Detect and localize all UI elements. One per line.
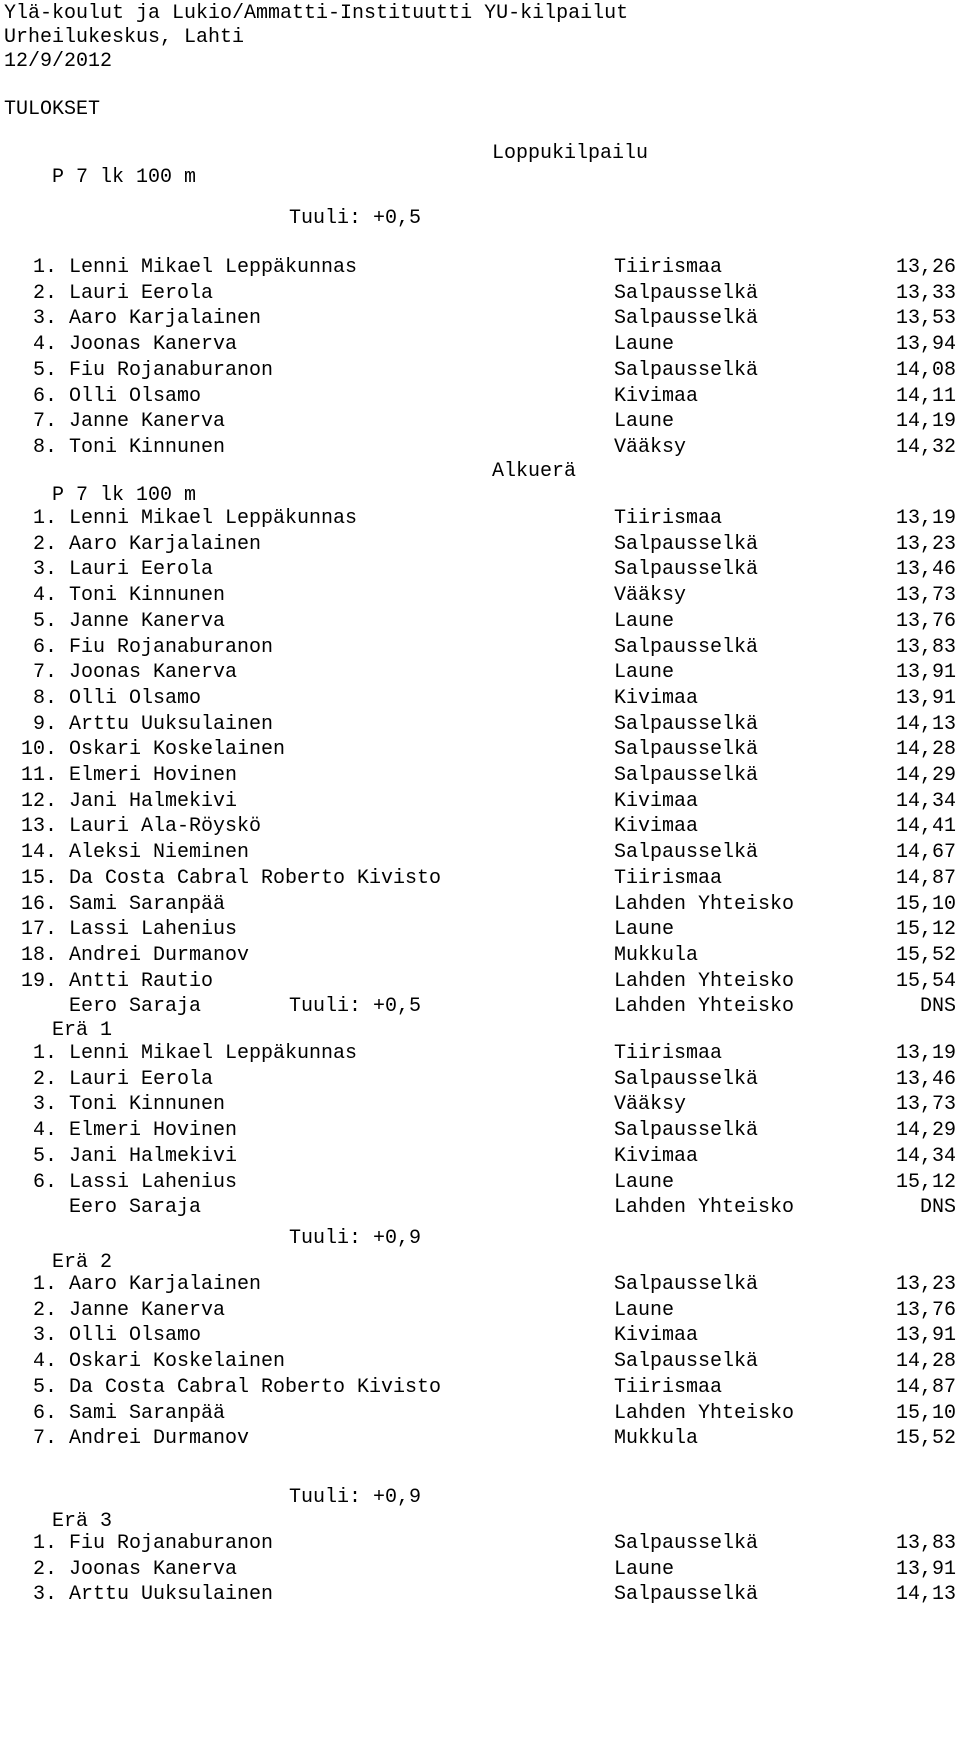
result-row — [0, 436, 960, 460]
result-time: 14,13 — [895, 712, 956, 736]
wind-reading: Tuuli: +0,5 — [289, 995, 422, 1018]
club-name: Laune — [614, 1557, 675, 1581]
placement: 9. — [32, 712, 57, 736]
athlete-name: Sami Saranpää — [69, 1401, 226, 1425]
club-name: Salpausselkä — [614, 1119, 759, 1143]
result-time: 13,83 — [895, 1532, 956, 1555]
result-row — [0, 1093, 960, 1117]
club-name: Salpausselkä — [614, 281, 759, 305]
club-name: Salpausselkä — [614, 1273, 759, 1296]
athlete-name: Jani Halmekivi — [69, 789, 238, 813]
placement: 15. — [20, 866, 57, 890]
result-time: 13,73 — [895, 584, 956, 608]
result-time: 14,34 — [895, 789, 956, 813]
club-name: Salpausselkä — [614, 1532, 759, 1555]
result-row — [0, 1350, 960, 1374]
result-time: 13,33 — [895, 281, 956, 305]
result-row — [0, 1583, 960, 1607]
result-row — [0, 1273, 960, 1297]
athlete-name: Elmeri Hovinen — [69, 764, 238, 787]
result-time: 13,76 — [895, 1298, 956, 1322]
result-row — [0, 713, 960, 737]
placement: 5. — [32, 609, 57, 633]
result-time: 13,91 — [895, 661, 956, 685]
club-name: Tiirismaa — [614, 507, 723, 530]
round-name: Loppukilpailu — [492, 142, 649, 165]
athlete-name: Lauri Eerola — [69, 281, 214, 305]
athlete-name: Lenni Mikael Leppäkunnas — [69, 256, 358, 279]
athlete-name: Olli Olsamo — [69, 384, 202, 408]
athlete-name: Fiu Rojanaburanon — [69, 635, 274, 659]
result-row — [0, 1299, 960, 1323]
club-name: Kivimaa — [614, 686, 699, 710]
club-name: Salpausselkä — [614, 532, 759, 556]
result-row — [0, 867, 960, 891]
athlete-name: Toni Kinnunen — [69, 1093, 226, 1117]
athlete-name: Lenni Mikael Leppäkunnas — [69, 1042, 358, 1065]
club-name: Mukkula — [614, 1427, 699, 1451]
club-name: Salpausselkä — [614, 738, 759, 762]
event-name: P 7 lk 100 m — [52, 166, 197, 189]
result-time: 15,10 — [895, 892, 956, 916]
placement: 8. — [32, 686, 57, 710]
athlete-name: Da Costa Cabral Roberto Kivisto — [69, 866, 442, 890]
placement: 3. — [32, 1324, 57, 1348]
result-time: 15,52 — [895, 1427, 956, 1451]
wind-reading: Tuuli: +0,9 — [289, 1486, 422, 1509]
result-time: 14,32 — [895, 435, 956, 459]
club-name: Salpausselkä — [614, 307, 759, 331]
result-row — [0, 1376, 960, 1400]
section-header-heats — [4, 460, 577, 507]
club-name: Salpausselkä — [614, 635, 759, 659]
result-time: 14,87 — [895, 866, 956, 890]
club-name: Lahden Yhteisko — [614, 995, 795, 1019]
club-name: Salpausselkä — [614, 558, 759, 582]
placement: 1. — [32, 1042, 57, 1065]
result-time: DNS — [919, 995, 956, 1019]
placement: 7. — [32, 1427, 57, 1451]
result-time: 13,23 — [895, 532, 956, 556]
club-name: Lahden Yhteisko — [614, 1196, 795, 1220]
club-name: Laune — [614, 661, 675, 685]
athlete-name: Toni Kinnunen — [69, 435, 226, 459]
result-row — [0, 507, 960, 531]
heat-header-3 — [4, 1486, 422, 1533]
result-time: 14,08 — [895, 358, 956, 382]
athlete-name: Lassi Lahenius — [69, 1170, 238, 1194]
placement: 16. — [20, 892, 57, 916]
athlete-name: Andrei Durmanov — [69, 1427, 250, 1451]
section-header-final — [4, 142, 649, 189]
placement: 4. — [32, 1350, 57, 1374]
club-name: Vääksy — [614, 584, 687, 608]
athlete-name: Eero Saraja — [69, 1196, 202, 1220]
athlete-name: Antti Rautio — [69, 969, 214, 993]
club-name: Laune — [614, 918, 675, 942]
result-time: 13,73 — [895, 1093, 956, 1117]
athlete-name: Lenni Mikael Leppäkunnas — [69, 507, 358, 530]
club-name: Salpausselkä — [614, 841, 759, 865]
athlete-name: Aaro Karjalainen — [69, 307, 262, 331]
placement: 2. — [32, 1557, 57, 1581]
result-time: 14,11 — [895, 384, 956, 408]
result-row — [0, 385, 960, 409]
result-row — [0, 918, 960, 942]
placement: 12. — [20, 789, 57, 813]
result-row — [0, 584, 960, 608]
result-row — [0, 1402, 960, 1426]
placement: 3. — [32, 307, 57, 331]
club-name: Salpausselkä — [614, 1583, 759, 1607]
result-row — [0, 1119, 960, 1143]
athlete-name: Fiu Rojanaburanon — [69, 358, 274, 382]
athlete-name: Lauri Ala-Röyskö — [69, 815, 262, 839]
club-name: Tiirismaa — [614, 256, 723, 279]
result-time: 13,19 — [895, 507, 956, 530]
athlete-name: Toni Kinnunen — [69, 584, 226, 608]
placement: 6. — [32, 635, 57, 659]
result-time: 13,46 — [895, 1067, 956, 1091]
placement: 13. — [20, 815, 57, 839]
club-name: Kivimaa — [614, 384, 699, 408]
club-name: Salpausselkä — [614, 1067, 759, 1091]
placement: 4. — [32, 1119, 57, 1143]
result-row — [0, 995, 960, 1019]
result-row — [0, 1042, 960, 1066]
result-row — [0, 661, 960, 685]
result-row — [0, 359, 960, 383]
athlete-name: Lauri Eerola — [69, 1067, 214, 1091]
club-name: Laune — [614, 1170, 675, 1194]
athlete-name: Elmeri Hovinen — [69, 1119, 238, 1143]
result-time: 15,12 — [895, 1170, 956, 1194]
athlete-name: Joonas Kanerva — [69, 333, 238, 357]
placement: 1. — [32, 256, 57, 279]
placement: 7. — [32, 410, 57, 434]
club-name: Lahden Yhteisko — [614, 892, 795, 916]
result-row — [0, 1196, 960, 1220]
club-name: Kivimaa — [614, 789, 699, 813]
club-name: Salpausselkä — [614, 358, 759, 382]
result-time: 13,53 — [895, 307, 956, 331]
result-time: 14,29 — [895, 764, 956, 787]
club-name: Kivimaa — [614, 1144, 699, 1168]
result-time: 13,23 — [895, 1273, 956, 1296]
athlete-name: Sami Saranpää — [69, 892, 226, 916]
placement: 19. — [20, 969, 57, 993]
athlete-name: Olli Olsamo — [69, 1324, 202, 1348]
placement: 10. — [20, 738, 57, 762]
result-row — [0, 410, 960, 434]
result-time: 13,46 — [895, 558, 956, 582]
result-row — [0, 1532, 960, 1556]
result-time: 13,91 — [895, 1557, 956, 1581]
athlete-name: Olli Olsamo — [69, 686, 202, 710]
result-row — [0, 1145, 960, 1169]
athlete-name: Da Costa Cabral Roberto Kivisto — [69, 1375, 442, 1399]
placement: 5. — [32, 358, 57, 382]
club-name: Laune — [614, 410, 675, 434]
result-row — [0, 1427, 960, 1451]
result-time: 13,76 — [895, 609, 956, 633]
results-heading: TULOKSET — [4, 98, 101, 121]
placement: 3. — [32, 1583, 57, 1607]
athlete-name: Joonas Kanerva — [69, 1557, 238, 1581]
placement: 6. — [32, 1170, 57, 1194]
placement: 4. — [32, 333, 57, 357]
result-time: 14,29 — [895, 1119, 956, 1143]
placement: 5. — [32, 1375, 57, 1399]
result-row — [0, 970, 960, 994]
athlete-name: Aaro Karjalainen — [69, 1273, 262, 1296]
athlete-name: Oskari Koskelainen — [69, 1350, 286, 1374]
club-name: Laune — [614, 333, 675, 357]
placement: 5. — [32, 1144, 57, 1168]
club-name: Vääksy — [614, 435, 687, 459]
club-name: Kivimaa — [614, 815, 699, 839]
placement: 14. — [20, 841, 57, 865]
placement: 11. — [20, 764, 57, 787]
result-row — [0, 1171, 960, 1195]
result-time: 15,52 — [895, 943, 956, 967]
heat-header-2 — [4, 1227, 422, 1274]
athlete-name: Arttu Uuksulainen — [69, 1583, 274, 1607]
club-name: Vääksy — [614, 1093, 687, 1117]
athlete-name: Oskari Koskelainen — [69, 738, 286, 762]
document-title: Ylä-koulut ja Lukio/Ammatti-Instituutti YU-kilpailut — [4, 2, 629, 25]
placement: 2. — [32, 532, 57, 556]
athlete-name: Lassi Lahenius — [69, 918, 238, 942]
placement: 8. — [32, 435, 57, 459]
result-time: 14,34 — [895, 1144, 956, 1168]
club-name: Salpausselkä — [614, 764, 759, 787]
placement: 6. — [32, 1401, 57, 1425]
athlete-name: Arttu Uuksulainen — [69, 712, 274, 736]
result-row — [0, 558, 960, 582]
club-name: Tiirismaa — [614, 1375, 723, 1399]
wind-reading: Tuuli: +0,5 — [289, 207, 422, 230]
placement: 6. — [32, 384, 57, 408]
placement: 17. — [20, 918, 57, 942]
result-row — [0, 790, 960, 814]
result-row — [0, 841, 960, 865]
result-row — [0, 1324, 960, 1348]
placement: 2. — [32, 281, 57, 305]
club-name: Kivimaa — [614, 1324, 699, 1348]
athlete-name: Jani Halmekivi — [69, 1144, 238, 1168]
placement: 1. — [32, 1532, 57, 1555]
club-name: Mukkula — [614, 943, 699, 967]
result-time: 14,28 — [895, 738, 956, 762]
athlete-name: Andrei Durmanov — [69, 943, 250, 967]
result-time: 15,54 — [895, 969, 956, 993]
placement: 2. — [32, 1067, 57, 1091]
result-row — [0, 282, 960, 306]
result-time: 14,41 — [895, 815, 956, 839]
athlete-name: Joonas Kanerva — [69, 661, 238, 685]
result-time: 14,67 — [895, 841, 956, 865]
event-date: 12/9/2012 — [4, 50, 113, 73]
result-time: 13,94 — [895, 333, 956, 357]
heat-name: Erä 1 — [52, 1019, 113, 1042]
result-row — [0, 944, 960, 968]
athlete-name: Janne Kanerva — [69, 410, 226, 434]
wind-reading: Tuuli: +0,9 — [289, 1227, 422, 1250]
result-time: 13,91 — [895, 1324, 956, 1348]
result-time: 15,12 — [895, 918, 956, 942]
athlete-name: Aaro Karjalainen — [69, 532, 262, 556]
result-row — [0, 610, 960, 634]
venue: Urheilukeskus, Lahti — [4, 26, 245, 49]
athlete-name: Janne Kanerva — [69, 1298, 226, 1322]
event-name: P 7 lk 100 m — [52, 484, 197, 507]
result-row — [0, 687, 960, 711]
athlete-name: Lauri Eerola — [69, 558, 214, 582]
placement: 1. — [32, 1273, 57, 1296]
result-row — [0, 815, 960, 839]
club-name: Laune — [614, 609, 675, 633]
result-time: 15,10 — [895, 1401, 956, 1425]
result-row — [0, 764, 960, 788]
result-time: 13,19 — [895, 1042, 956, 1065]
athlete-name: Aleksi Nieminen — [69, 841, 250, 865]
athlete-name: Janne Kanerva — [69, 609, 226, 633]
club-name: Tiirismaa — [614, 866, 723, 890]
athlete-name: Fiu Rojanaburanon — [69, 1532, 274, 1555]
result-row — [0, 738, 960, 762]
club-name: Salpausselkä — [614, 712, 759, 736]
result-row — [0, 636, 960, 660]
result-time: 13,91 — [895, 686, 956, 710]
placement: 18. — [20, 943, 57, 967]
club-name: Salpausselkä — [614, 1350, 759, 1374]
athlete-name: Eero Saraja — [69, 995, 202, 1019]
result-time: DNS — [919, 1196, 956, 1220]
club-name: Tiirismaa — [614, 1042, 723, 1065]
club-name: Lahden Yhteisko — [614, 1401, 795, 1425]
placement: 3. — [32, 558, 57, 582]
result-time: 14,28 — [895, 1350, 956, 1374]
result-time: 14,87 — [895, 1375, 956, 1399]
heat-name: Erä 2 — [52, 1251, 113, 1274]
result-time: 14,13 — [895, 1583, 956, 1607]
result-row — [0, 307, 960, 331]
placement: 7. — [32, 661, 57, 685]
result-row — [0, 1068, 960, 1092]
placement: 1. — [32, 507, 57, 530]
result-row — [0, 333, 960, 357]
result-row — [0, 893, 960, 917]
result-row — [0, 256, 960, 280]
club-name: Laune — [614, 1298, 675, 1322]
result-row — [0, 533, 960, 557]
club-name: Lahden Yhteisko — [614, 969, 795, 993]
result-time: 13,83 — [895, 635, 956, 659]
placement: 3. — [32, 1093, 57, 1117]
round-name: Alkuerä — [492, 460, 577, 483]
placement: 2. — [32, 1298, 57, 1322]
heat-name: Erä 3 — [52, 1510, 113, 1533]
result-time: 14,19 — [895, 410, 956, 434]
result-time: 13,26 — [895, 256, 956, 279]
placement: 4. — [32, 584, 57, 608]
result-row — [0, 1558, 960, 1582]
